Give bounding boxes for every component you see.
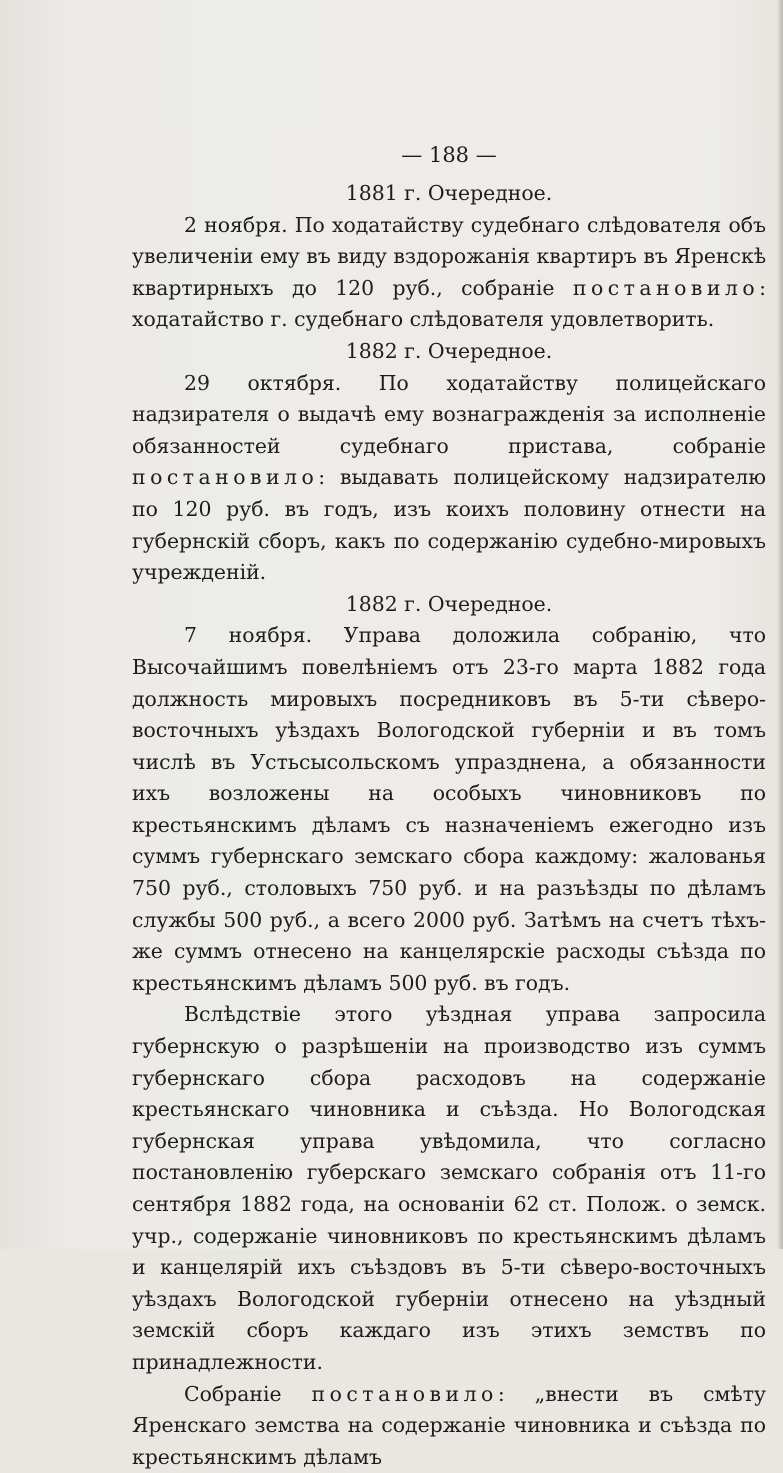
paragraph — [132, 620, 766, 999]
section — [132, 178, 766, 336]
paragraph-text: 2 ноября. По ходатайству судебнаго слѣдователя объ увеличеніи ему въ виду вздорожанія квартиръ въ Яренскѣ квартирныхъ до 120 руб., собраніе — [132, 212, 766, 300]
section-heading: 1882 г. Очередное. — [345, 591, 553, 616]
section — [132, 589, 766, 1473]
page-content — [132, 138, 766, 1473]
paragraph — [132, 368, 766, 589]
section-heading: 1882 г. Очередное. — [345, 338, 553, 363]
paragraph-text: 7 ноября. Управа доложила собранію, что Высочайшимъ повелѣніемъ отъ 23-го марта 1882 года должность мировыхъ посредниковъ въ 5-ти сѣверо-восточныхъ уѣздахъ Вологодской губерніи и въ томъ числѣ въ Устьсысольскомъ упразднена, а обязанности ихъ возложены на особыхъ чиновниковъ по крестьянскимъ дѣламъ съ назначеніемъ ежегодно изъ суммъ губернскаго земскаго сбора каждому: жалованья 750 руб., столовыхъ 750 руб. и на разъѣзды по дѣламъ службы 500 руб., а всего 2000 руб. Затѣмъ на счетъ тѣхъ-же суммъ отнесено на канцелярскіе расходы съѣзда по крестьянскимъ дѣламъ 500 руб. въ годъ. — [132, 623, 766, 995]
spaced-emphasis: постановило — [311, 1381, 498, 1406]
paragraph-text: : ходатайство г. судебнаго слѣдователя удовлетворить. — [132, 275, 766, 332]
section-heading: 1881 г. Очередное. — [345, 181, 553, 205]
paragraph-text: Вслѣдствіе этого уѣздная управа запросила губернскую о разрѣшеніи на производство изъ суммъ губернскаго сбора расходовъ на содержаніе крестьянскаго чиновника и съѣзда. Но Вологодская губернская управа увѣдомила, что согласно постановленію губерскаго земскаго собранія отъ 11-го сентября 1882 года, на основаніи 62 ст. Полож. о земск. учр., содержаніе чиновниковъ по крестьянскимъ дѣламъ и канцелярій ихъ съѣздовъ въ 5-ти сѣверо-восточныхъ уѣздахъ Вологодской губерніи отнесено на уѣздный земскій сборъ каждаго изъ этихъ земствъ по принадлежности. — [132, 1002, 766, 1374]
paragraph-text: 29 октября. По ходатайству полицейскаго надзирателя о выдачѣ ему вознагражденія за исполненіе обязанностей судебнаго пристава, собраніе — [132, 370, 766, 458]
spaced-emphasis: постановило — [572, 275, 760, 300]
page-edge-shadow — [777, 0, 783, 1249]
paragraph-text: : выдавать полицейскому надзирателю по 120 руб. въ годъ, изъ коихъ половину отнести на губернскій сборъ, какъ по содержанію судебно-мировыхъ учрежденій. — [132, 465, 766, 585]
paragraph — [132, 210, 766, 336]
paragraph-text: Собраніе — [184, 1381, 312, 1406]
paragraph — [132, 1379, 766, 1473]
spaced-emphasis: постановило — [132, 465, 319, 490]
section — [132, 336, 766, 589]
page-number: — 188 — — [401, 143, 497, 167]
paragraph — [132, 999, 766, 1378]
paragraph-text: : „внести въ смѣту Яренскаго земства на содержаніе чиновника и съѣзда по крестьянскимъ дѣламъ — [132, 1381, 766, 1469]
